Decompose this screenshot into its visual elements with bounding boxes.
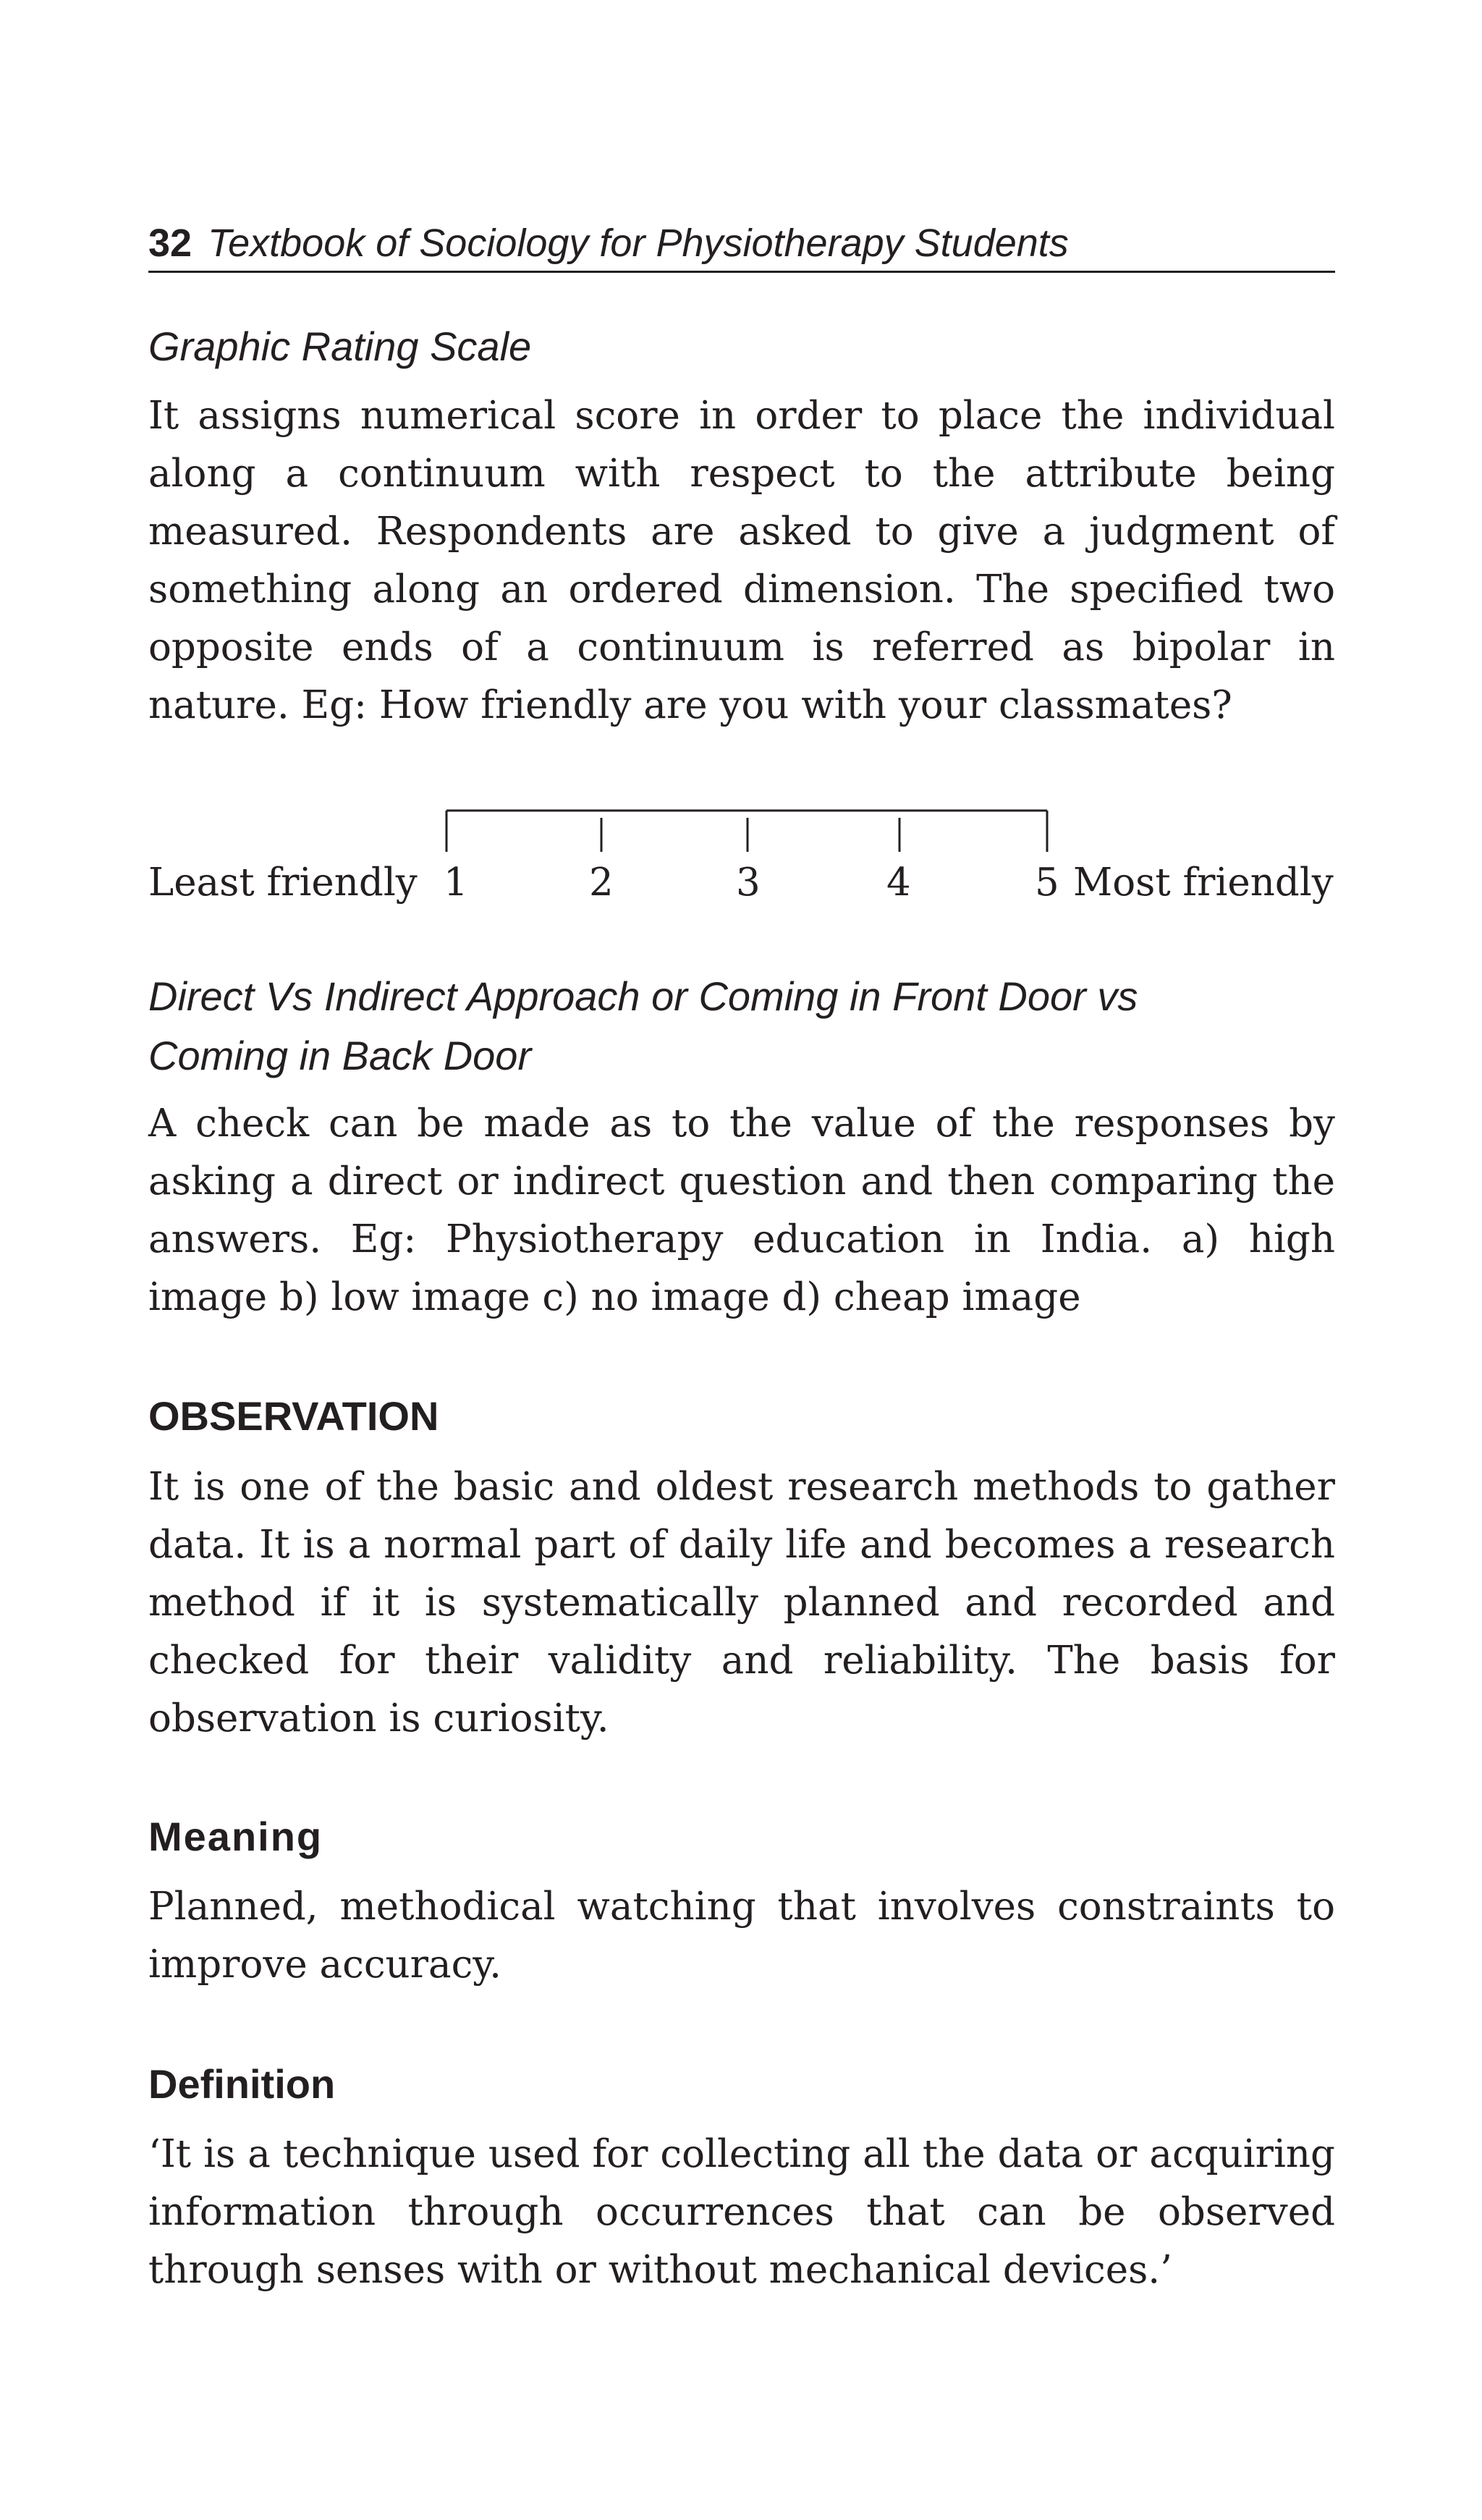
observation-paragraph: It is one of the basic and oldest research methods to gather data. It is a normal part of daily life and becomes a research method if it is systematically planned and recorded and checked for their validity and reliability. The basis for observation is curiosity. <box>148 1465 1335 1741</box>
book-title: Textbook of Sociology for Physiotherapy Students <box>208 221 1069 265</box>
graphic-rating-scale-paragraph: It assigns numerical score in order to place the individual along a continuum with respect to the attribute being measured. Respondents are asked to give a judgment of something along an ordered dimension. The specified two opposite ends of a continuum is referred as bipolar in nature. Eg: How friendly are you with your classmates? <box>148 394 1335 727</box>
scale-right-label: Most friendly <box>1073 861 1334 905</box>
scale-point-2: 2 <box>589 861 614 905</box>
graphic-rating-scale-heading: Graphic Rating Scale <box>148 324 532 369</box>
scale-point-4: 4 <box>886 861 911 905</box>
scale-point-3: 3 <box>736 861 761 905</box>
meaning-paragraph: Planned, methodical watching that involves constraints to improve accuracy. <box>148 1885 1335 1987</box>
page-number: 32 <box>148 221 192 265</box>
scale-left-label: Least friendly <box>148 861 418 905</box>
scale-point-5: 5 <box>1035 861 1059 905</box>
scale-point-1: 1 <box>444 861 468 905</box>
book-page <box>148 0 1335 2520</box>
rating-scale-diagram <box>148 800 1335 908</box>
observation-heading: OBSERVATION <box>148 1393 439 1439</box>
direct-indirect-heading-line2: Coming in Back Door <box>148 1033 532 1078</box>
meaning-heading: Meaning <box>148 1814 323 1859</box>
definition-heading: Definition <box>148 2061 336 2107</box>
direct-indirect-paragraph: A check can be made as to the value of the responses by asking a direct or indirect question and then comparing the answers. Eg: Physiotherapy education in India. a) high image b) low image c) no image d) cheap image <box>148 1102 1335 1319</box>
running-header <box>148 216 1335 273</box>
direct-indirect-heading-line1: Direct Vs Indirect Approach or Coming in Front Door vs <box>148 973 1138 1019</box>
definition-paragraph: ‘It is a technique used for collecting all the data or acquiring information through occurrences that can be observed through senses with or without mechanical devices.’ <box>148 2132 1335 2292</box>
